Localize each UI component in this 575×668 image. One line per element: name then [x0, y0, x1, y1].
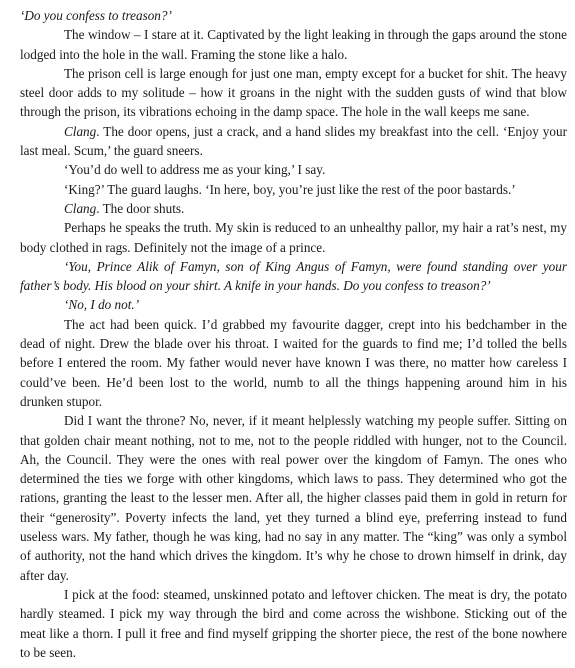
paragraph — [20, 64, 567, 122]
text-run: Perhaps he speaks the truth. My skin is reduced to an unhealthy pallor, my hair a rat’s nest, my body clothed in rags. Definitely not the image of a prince. — [20, 220, 567, 255]
paragraph — [20, 160, 567, 179]
paragraph — [20, 218, 567, 257]
text-run: ‘King?’ The guard laughs. ‘In here, boy, you’re just like the rest of the poor bastards.’ — [64, 181, 516, 197]
italic-text-run: Clang — [64, 123, 97, 139]
paragraph — [20, 257, 567, 296]
paragraph — [20, 122, 567, 161]
paragraph — [20, 411, 567, 585]
paragraph — [20, 25, 567, 64]
text-run: The prison cell is large enough for just one man, empty except for a bucket for shit. The heavy steel door adds to my solitude – how it groans in the night with the sudden gusts of wind that blow through the prison, its vibrations echoing in the damp space. The hole in the wall keeps me sane. — [20, 65, 567, 120]
italic-text-run: ‘You, Prince Alik of Famyn, son of King Angus of Famyn, were found standing over your father’s body. His blood on your shirt. A knife in your hands. Do you confess to treason?’ — [20, 258, 567, 294]
text-run: . The door shuts. — [96, 200, 185, 216]
text-run: I pick at the food: steamed, unskinned potato and leftover chicken. The meat is dry, the potato hardly steamed. I pick my way through the bird and come across the wishbone. Sticking out of the meat like a thorn. I pull it free and find myself gripping the shorter piece, the rest of the bone nowhere to be seen. — [20, 586, 567, 660]
text-run: The window – I stare at it. Captivated by the light leaking in through the gaps around the stone lodged into the hole in the wall. Framing the stone like a halo. — [20, 27, 567, 62]
paragraph — [20, 199, 567, 218]
paragraph — [20, 585, 567, 662]
italic-text-run: ‘No, I do not.’ — [64, 297, 140, 313]
paragraph — [20, 6, 567, 25]
text-run: Did I want the throne? No, never, if it meant helplessly watching my people suffer. Sitting on that golden chair meant nothing, not to me, not to the people riddled with hunger, not to the Council. Ah, the Council. They were the ones with real power over the kingdom of Famyn. The ones who determined the ties we forge with other kingdoms, which laws to pass. They determined who got the rations, granting the least to the lesser men. After all, the higher classes paid them in gold in return for their “generosity”. Poverty infects the land, yet they turned a blind eye, preferring instead to fund useless wars. My father, though he was king, had no say in any matter. The “king” was only a symbol of authority, not the hand which drives the kingdom. It’s why he chose to drown himself in drink, day after day. — [20, 413, 567, 583]
text-run: The act had been quick. I’d grabbed my favourite dagger, crept into his bedchamber in the dead of night. Drew the blade over his throat. I waited for the guards to find me; I’d tolled the bells before I entered the room. My father would never have known I was there, no matter how careless I could’ve been. He’d been lost to the world, numb to all the things happening around him in his drunken stupor. — [20, 316, 567, 409]
paragraph — [20, 180, 567, 199]
italic-text-run: ‘Do you confess to treason?’ — [20, 8, 172, 23]
prose-body — [20, 6, 567, 662]
paragraph — [20, 295, 567, 314]
text-run: ‘You’d do well to address me as your king,’ I say. — [64, 162, 326, 178]
paragraph — [20, 315, 567, 411]
italic-text-run: Clang — [64, 200, 97, 216]
text-run: . The door opens, just a crack, and a hand slides my breakfast into the cell. ‘Enjoy your last meal. Scum,’ the guard sneers. — [20, 123, 567, 159]
